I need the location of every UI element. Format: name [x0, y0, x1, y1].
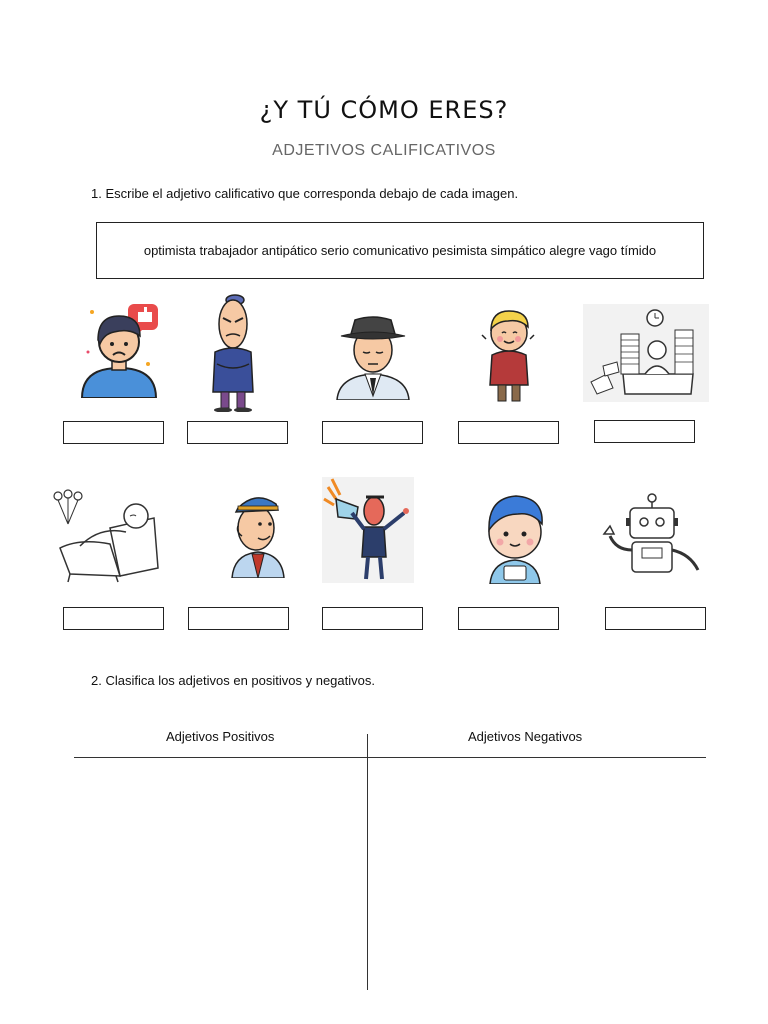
- exercise-1-instruction: 1. Escribe el adjetivo calificativo que corresponda debajo de cada imagen.: [91, 186, 519, 201]
- answer-box-4[interactable]: [458, 421, 559, 444]
- grumpy-man-icon: [203, 292, 261, 412]
- table-column-divider: [367, 734, 368, 990]
- answer-box-8[interactable]: [322, 607, 423, 630]
- answer-box-2[interactable]: [187, 421, 288, 444]
- page-subtitle: ADJETIVOS CALIFICATIVOS: [272, 142, 496, 159]
- happy-boy-icon: [482, 488, 548, 584]
- answer-box-6[interactable]: [63, 607, 164, 630]
- answer-box-5[interactable]: [594, 420, 695, 443]
- answer-box-3[interactable]: [322, 421, 423, 444]
- page-title: ¿Y TÚ CÓMO ERES?: [259, 96, 509, 124]
- negative-column-header: Adjetivos Negativos: [468, 729, 583, 744]
- answer-box-7[interactable]: [188, 607, 289, 630]
- shy-boy-icon: [478, 305, 540, 405]
- exercise-2-instruction: 2. Clasifica los adjetivos en positivos y negativos.: [91, 673, 375, 688]
- serious-man-hat-icon: [335, 310, 411, 400]
- smiling-man-hat-icon: [224, 488, 286, 578]
- answer-box-9[interactable]: [458, 607, 559, 630]
- busy-worker-desk-icon: [583, 304, 709, 402]
- positive-column-header: Adjetivos Positivos: [166, 729, 275, 744]
- answer-box-1[interactable]: [63, 421, 164, 444]
- megaphone-man-icon: [322, 477, 414, 583]
- sad-boy-dislike-icon: [78, 302, 160, 398]
- lazy-man-armchair-icon: [50, 488, 162, 584]
- robot-thumbs-up-icon: [600, 492, 704, 578]
- answer-box-10[interactable]: [605, 607, 706, 630]
- word-bank-box: [96, 222, 704, 279]
- table-header-divider: [74, 757, 706, 758]
- word-bank-text: optimista trabajador antipático serio comunicativo pesimista simpático alegre vago tímido: [143, 243, 657, 258]
